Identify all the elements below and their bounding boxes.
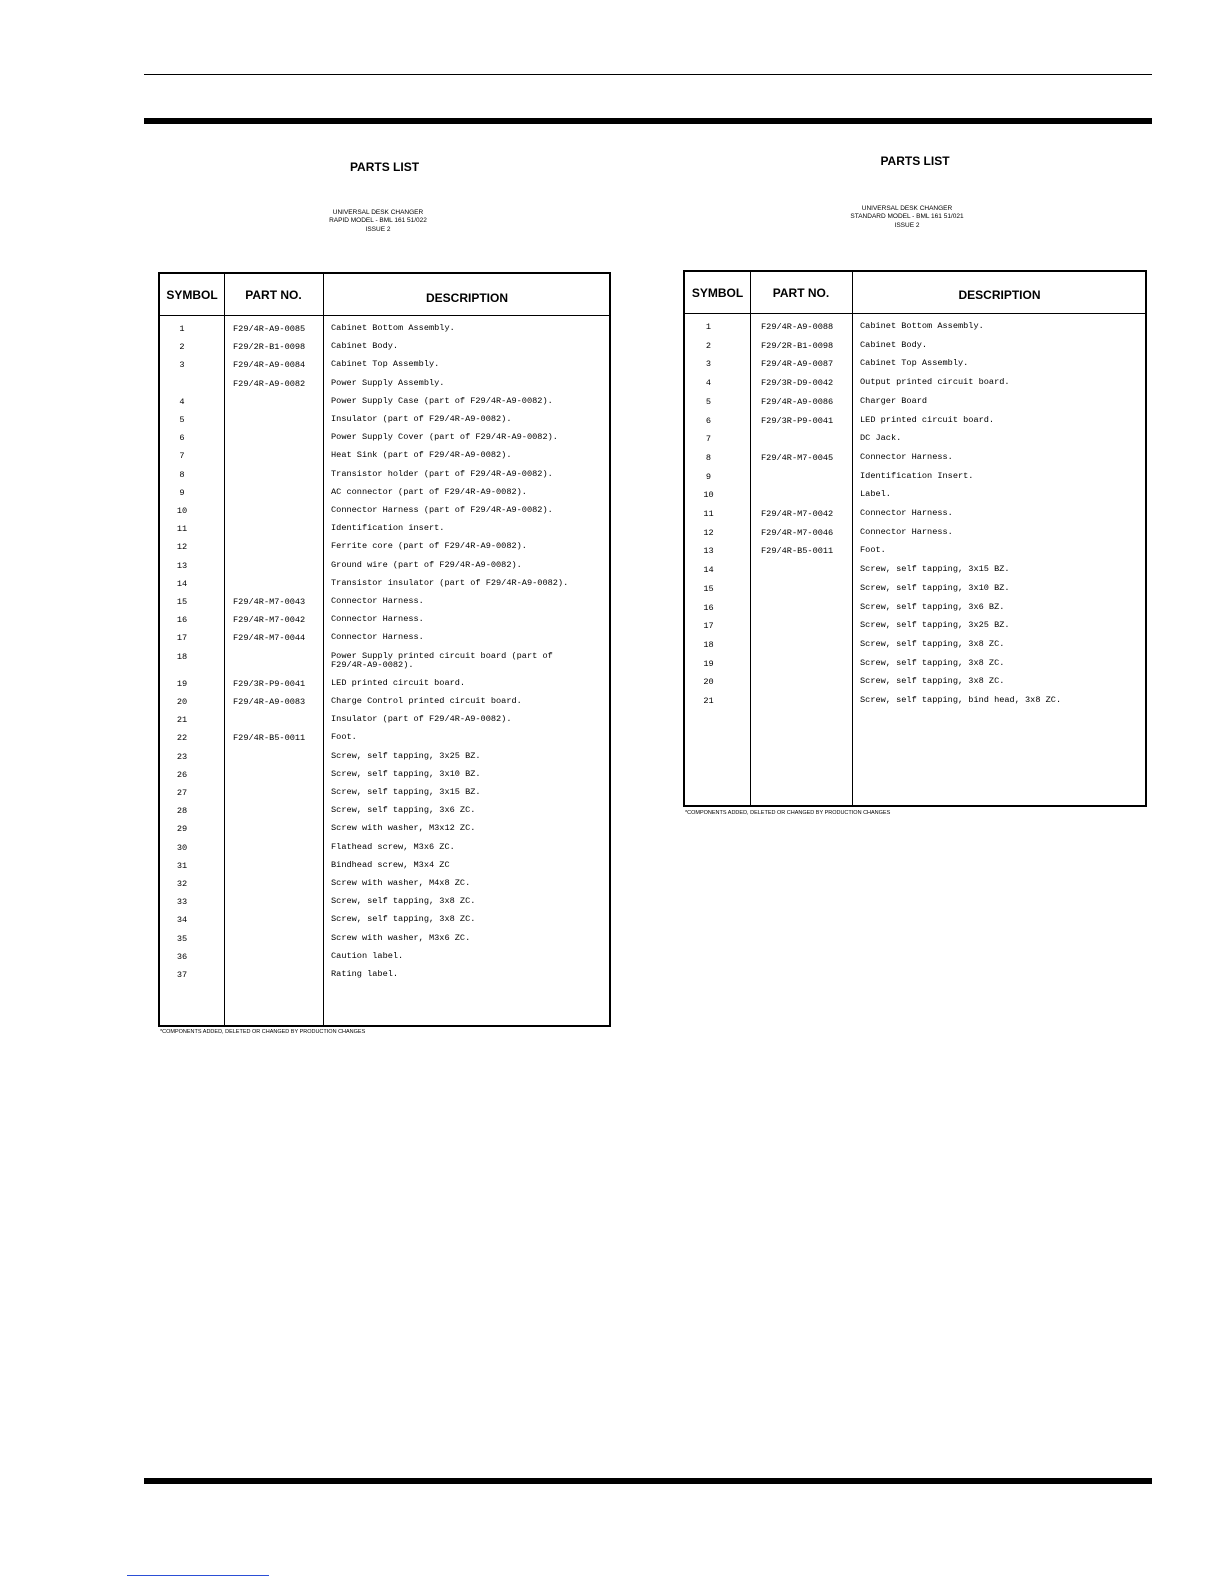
description-cell: Cabinet Bottom Assembly. [860, 321, 984, 331]
description-cell: Screw with washer, M4x8 ZC. [331, 878, 471, 888]
footnote: *COMPONENTS ADDED, DELETED OR CHANGED BY PRODUCTION CHANGES [685, 810, 891, 816]
description-cell: Screw, self tapping, 3x8 ZC. [331, 914, 476, 925]
symbol-cell: 3 [179, 360, 185, 371]
description-cell: Identification insert. [331, 523, 445, 534]
symbol-cell: 1 [179, 324, 185, 334]
table-row [160, 970, 609, 988]
symbol-cell: 5 [705, 396, 712, 407]
description-cell: Connector Harness. [860, 508, 953, 518]
top-thin-rule [144, 74, 1152, 75]
subhead-line: ISSUE 2 [365, 225, 391, 233]
header-symbol: SYMBOL [691, 285, 744, 300]
table-row [160, 615, 609, 633]
symbol-cell: 13 [176, 560, 188, 571]
description-cell: Connector Harness. [331, 614, 424, 625]
description-cell: Screw, self tapping, 3x10 BZ. [331, 768, 481, 779]
description-cell: Output printed circuit board. [860, 377, 1010, 388]
symbol-cell: 8 [705, 452, 712, 463]
description-cell: Identification Insert. [860, 470, 974, 481]
symbol-cell: 32 [176, 879, 188, 889]
table-row [685, 621, 1145, 640]
description-cell: Power Supply printed circuit board (part of F29/4R-A9-0082). [331, 650, 553, 670]
table-row [160, 433, 609, 451]
description-cell: Connector Harness (part of F29/4R-A9-0082). [331, 505, 553, 515]
description-cell: Rating label. [331, 969, 399, 979]
symbol-cell: 6 [179, 433, 185, 444]
table-row [685, 659, 1145, 678]
symbol-cell: 1 [705, 322, 712, 332]
table-row [685, 528, 1145, 547]
parts-list-title: PARTS LIST [880, 154, 950, 168]
description-cell: Label. [860, 489, 891, 500]
table-row [160, 897, 609, 915]
table-row [160, 697, 609, 715]
part-number-cell: F29/4R-A9-0088 [761, 322, 834, 332]
description-cell: Cabinet Top Assembly. [860, 358, 969, 369]
symbol-cell: 35 [176, 933, 188, 944]
table-row [160, 824, 609, 842]
description-cell: LED printed circuit board. [331, 677, 466, 688]
symbol-cell: 22 [176, 733, 188, 744]
symbol-cell: 11 [176, 524, 188, 535]
table-row [685, 696, 1145, 715]
table-row [685, 509, 1145, 528]
description-cell: Screw, self tapping, 3x25 BZ. [331, 750, 481, 761]
description-cell: Screw, self tapping, 3x8 ZC. [860, 638, 1005, 649]
table-row [160, 915, 609, 933]
table-row [160, 524, 609, 542]
description-cell: Ferrite core (part of F29/4R-A9-0082). [331, 541, 527, 552]
table-row [160, 633, 609, 651]
symbol-cell: 2 [705, 340, 712, 351]
part-number-cell: F29/4R-A9-0083 [233, 697, 306, 707]
table-row [160, 342, 609, 360]
part-number-cell: F29/4R-A9-0087 [761, 359, 834, 370]
footnote: *COMPONENTS ADDED, DELETED OR CHANGED BY PRODUCTION CHANGES [160, 1029, 366, 1035]
symbol-cell: 36 [176, 951, 188, 962]
symbol-cell: 2 [179, 342, 185, 353]
footer-link-underline [127, 1575, 269, 1576]
model-subheading [805, 205, 1009, 230]
description-cell: Screw, self tapping, 3x6 BZ. [860, 601, 1005, 612]
description-cell: Cabinet Body. [860, 339, 928, 350]
table-row [685, 378, 1145, 397]
description-cell: Connector Harness. [860, 526, 953, 537]
symbol-cell: 5 [179, 415, 185, 425]
table-row [160, 379, 609, 397]
part-number-cell: F29/4R-A9-0082 [233, 378, 306, 389]
symbol-cell: 21 [703, 696, 714, 706]
table-row [160, 324, 609, 342]
subhead-line: STANDARD MODEL - BML 161 51/021 [850, 213, 964, 221]
table-row [685, 472, 1145, 491]
table-row [685, 416, 1145, 435]
description-cell: Heat Sink (part of F29/4R-A9-0082). [331, 450, 512, 461]
part-number-cell: F29/4R-M7-0046 [761, 527, 834, 538]
description-cell: Screw, self tapping, bind head, 3x8 ZC. [860, 695, 1062, 705]
symbol-cell: 33 [176, 897, 188, 908]
description-cell: Connector Harness. [331, 632, 424, 643]
description-cell: Cabinet Bottom Assembly. [331, 323, 455, 333]
table-row [160, 542, 609, 560]
description-cell: Ground wire (part of F29/4R-A9-0082). [331, 559, 522, 570]
symbol-cell: 30 [176, 842, 188, 853]
table-row [160, 470, 609, 488]
table-row [160, 861, 609, 879]
part-number-cell: F29/4R-A9-0086 [761, 396, 834, 407]
symbol-cell: 14 [176, 578, 188, 589]
symbol-cell: 4 [179, 396, 185, 407]
part-number-cell: F29/4R-B5-0011 [761, 546, 834, 557]
subhead-line: UNIVERSAL DESK CHANGER [861, 205, 953, 212]
description-cell: Cabinet Body. [331, 341, 399, 352]
part-number-cell: F29/2R-B1-0098 [761, 340, 834, 351]
parts-list-title: PARTS LIST [349, 160, 420, 174]
symbol-cell: 14 [703, 565, 714, 576]
part-number-cell: F29/4R-M7-0042 [761, 509, 834, 519]
table-row [160, 879, 609, 897]
symbol-cell: 20 [703, 677, 714, 688]
symbol-cell: 28 [176, 806, 188, 817]
table-row [160, 652, 609, 679]
part-number-cell: F29/4R-M7-0045 [761, 452, 834, 463]
description-cell: Foot. [331, 732, 357, 743]
header-part-no: PART NO. [772, 285, 830, 300]
part-number-cell: F29/4R-M7-0043 [233, 597, 306, 607]
description-cell: Screw, self tapping, 3x25 BZ. [860, 620, 1010, 631]
symbol-cell: 26 [176, 769, 188, 780]
symbol-cell: 17 [176, 633, 188, 644]
symbol-cell: 16 [176, 615, 188, 626]
description-cell: Screw, self tapping, 3x6 ZC. [331, 805, 476, 816]
symbol-cell: 9 [179, 487, 185, 498]
symbol-cell: 9 [705, 471, 712, 482]
symbol-cell: 15 [176, 597, 188, 607]
table-row [160, 561, 609, 579]
description-cell: Connector Harness. [860, 451, 953, 462]
symbol-cell: 15 [703, 583, 714, 594]
table-row [685, 397, 1145, 416]
header-part-no: PART NO. [245, 287, 302, 302]
description-cell: Screw, self tapping, 3x15 BZ. [860, 564, 1010, 575]
description-cell: Transistor insulator (part of F29/4R-A9-0082). [331, 577, 569, 588]
description-cell: Insulator (part of F29/4R-A9-0082). [331, 714, 512, 725]
symbol-cell: 27 [176, 788, 188, 798]
table-row [685, 341, 1145, 360]
bottom-thick-rule [144, 1478, 1152, 1484]
symbol-cell: 10 [176, 506, 188, 516]
description-cell: LED printed circuit board. [860, 414, 995, 425]
description-cell: Flathead screw, M3x6 ZC. [331, 841, 455, 852]
symbol-cell: 18 [176, 651, 188, 662]
table-row [685, 640, 1145, 659]
header-symbol: SYMBOL [166, 287, 218, 302]
symbol-cell: 3 [705, 359, 712, 370]
description-cell: Bindhead screw, M3x4 ZC [331, 859, 450, 870]
description-cell: Screw with washer, M3x12 ZC. [331, 823, 476, 834]
table-row [685, 359, 1145, 378]
part-number-cell: F29/3R-P9-0041 [761, 415, 834, 426]
table-row [160, 397, 609, 415]
symbol-cell: 7 [179, 451, 185, 462]
description-cell: Connector Harness. [331, 596, 424, 606]
part-number-cell: F29/3R-P9-0041 [233, 678, 306, 689]
symbol-cell: 17 [703, 621, 714, 632]
description-cell: Charger Board [860, 395, 928, 406]
table-row [160, 506, 609, 524]
symbol-cell: 4 [705, 378, 712, 389]
header-divider [160, 315, 609, 316]
header-description: DESCRIPTION [958, 287, 1041, 302]
parts-table [158, 272, 611, 1027]
table-row [160, 806, 609, 824]
symbol-cell: 6 [705, 415, 712, 426]
part-number-cell: F29/2R-B1-0098 [233, 342, 306, 353]
table-row [160, 360, 609, 378]
table-row [160, 488, 609, 506]
symbol-cell: 7 [705, 434, 712, 445]
table-row [685, 584, 1145, 603]
description-cell: Power Supply Assembly. [331, 377, 445, 388]
symbol-cell: 19 [176, 678, 188, 689]
symbol-cell: 11 [703, 509, 714, 519]
description-cell: Charge Control printed circuit board. [331, 696, 522, 706]
table-row [160, 843, 609, 861]
symbol-cell: 20 [176, 697, 188, 707]
symbol-cell: 19 [703, 658, 714, 669]
table-row [160, 752, 609, 770]
description-cell: Screw, self tapping, 3x10 BZ. [860, 582, 1010, 593]
model-subheading [276, 209, 480, 234]
subhead-line: RAPID MODEL - BML 161 51/022 [329, 217, 427, 225]
table-row [160, 679, 609, 697]
top-thick-rule [144, 118, 1152, 124]
subhead-line: ISSUE 2 [894, 221, 920, 229]
symbol-cell: 12 [176, 542, 188, 553]
header-description: DESCRIPTION [425, 290, 508, 305]
table-row [160, 952, 609, 970]
description-cell: Screw, self tapping, 3x8 ZC. [860, 676, 1005, 687]
symbol-cell: 21 [176, 715, 188, 726]
description-cell: Power Supply Case (part of F29/4R-A9-0082). [331, 395, 553, 406]
symbol-cell: 37 [176, 970, 188, 980]
part-number-cell: F29/4R-B5-0011 [233, 733, 306, 744]
symbol-cell: 23 [176, 751, 188, 762]
part-number-cell: F29/4R-A9-0085 [233, 324, 306, 334]
description-cell: Power Supply Cover (part of F29/4R-A9-0082). [331, 432, 558, 443]
description-cell: Foot. [860, 545, 886, 556]
table-row [685, 434, 1145, 453]
part-number-cell: F29/4R-M7-0044 [233, 633, 306, 644]
subhead-line: UNIVERSAL DESK CHANGER [332, 209, 424, 216]
description-cell: Insulator (part of F29/4R-A9-0082). [331, 414, 512, 424]
description-cell: AC connector (part of F29/4R-A9-0082). [331, 486, 527, 497]
symbol-cell: 16 [703, 602, 714, 613]
table-row [160, 451, 609, 469]
description-cell: Transistor holder (part of F29/4R-A9-0082). [331, 468, 553, 479]
description-cell: Caution label. [331, 950, 404, 961]
parts-table [683, 270, 1147, 807]
symbol-cell: 31 [176, 860, 188, 871]
symbol-cell: 8 [179, 469, 185, 480]
part-number-cell: F29/4R-M7-0042 [233, 615, 306, 626]
symbol-cell: 18 [703, 639, 714, 650]
header-divider [685, 313, 1145, 314]
symbol-cell: 29 [176, 824, 188, 835]
table-row [685, 546, 1145, 565]
description-cell: Screw, self tapping, 3x8 ZC. [860, 657, 1005, 668]
table-row [160, 597, 609, 615]
description-cell: Screw, self tapping, 3x8 ZC. [331, 896, 476, 907]
part-number-cell: F29/4R-A9-0084 [233, 360, 306, 371]
description-cell: Screw with washer, M3x6 ZC. [331, 932, 471, 943]
description-cell: Cabinet Top Assembly. [331, 359, 440, 370]
symbol-cell: 34 [176, 915, 188, 926]
symbol-cell: 12 [703, 527, 714, 538]
table-row [685, 677, 1145, 696]
table-row [685, 453, 1145, 472]
symbol-cell: 10 [703, 490, 714, 501]
table-row [685, 490, 1145, 509]
table-row [160, 788, 609, 806]
table-row [160, 415, 609, 433]
table-row [685, 565, 1145, 584]
table-row [160, 770, 609, 788]
table-row [160, 733, 609, 751]
description-cell: DC Jack. [860, 433, 902, 444]
table-row [685, 603, 1145, 622]
table-row [160, 579, 609, 597]
symbol-cell: 13 [703, 546, 714, 557]
table-row [160, 715, 609, 733]
table-row [685, 322, 1145, 341]
description-cell: Screw, self tapping, 3x15 BZ. [331, 787, 481, 797]
table-row [160, 934, 609, 952]
part-number-cell: F29/3R-D9-0042 [761, 378, 834, 389]
